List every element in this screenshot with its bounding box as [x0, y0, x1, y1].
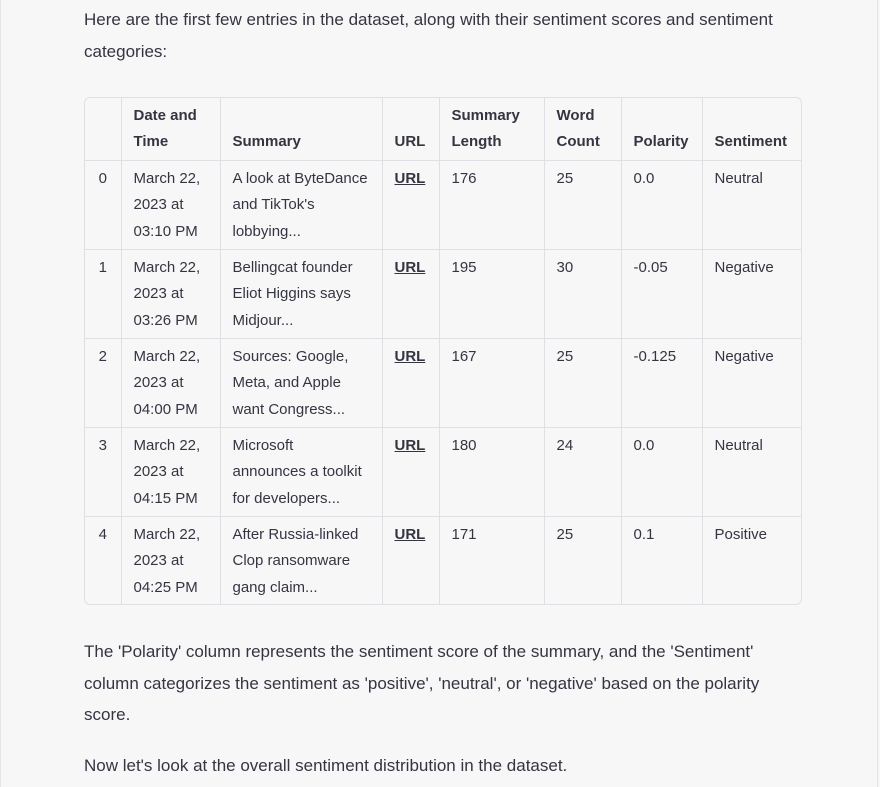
row-index: 0 [85, 160, 121, 249]
row-sentiment: Neutral [702, 160, 802, 249]
row-word-count: 25 [544, 516, 621, 605]
row-datetime: March 22, 2023 at 04:15 PM [121, 427, 220, 516]
row-polarity: -0.125 [621, 338, 702, 427]
row-index: 4 [85, 516, 121, 605]
row-sentiment: Neutral [702, 427, 802, 516]
row-polarity: 0.0 [621, 160, 702, 249]
row-index: 1 [85, 249, 121, 338]
row-url-cell [382, 249, 439, 338]
row-url-link[interactable]: URL [394, 169, 426, 187]
row-datetime: March 22, 2023 at 04:25 PM [121, 516, 220, 605]
row-index: 3 [85, 427, 121, 516]
row-word-count: 25 [544, 338, 621, 427]
header-summary: Summary [220, 98, 382, 160]
row-summary-length: 195 [439, 249, 544, 338]
explanation-paragraph: The 'Polarity' column represents the sentiment score of the summary, and the 'Sentiment' column categorizes the sentiment as 'positive', 'neutral', or 'negative' based on the polarity score. [84, 642, 760, 724]
header-index [85, 98, 121, 160]
row-index: 2 [85, 338, 121, 427]
row-url-link[interactable]: URL [394, 525, 426, 543]
row-url-cell [382, 427, 439, 516]
row-summary-length: 180 [439, 427, 544, 516]
row-summary: Bellingcat founder Eliot Higgins says Midjour... [220, 249, 382, 338]
row-url-link[interactable]: URL [394, 347, 426, 365]
table-row [85, 160, 802, 249]
row-summary-length: 167 [439, 338, 544, 427]
row-url-link[interactable]: URL [394, 258, 426, 276]
row-polarity: 0.0 [621, 427, 702, 516]
header-word-count: Word Count [544, 98, 621, 160]
row-polarity: -0.05 [621, 249, 702, 338]
row-sentiment: Negative [702, 338, 802, 427]
row-url-link[interactable]: URL [394, 436, 426, 454]
row-summary-length: 171 [439, 516, 544, 605]
row-word-count: 30 [544, 249, 621, 338]
data-table-container [84, 97, 802, 605]
row-summary: Microsoft announces a toolkit for developers... [220, 427, 382, 516]
row-summary: Sources: Google, Meta, and Apple want Congress... [220, 338, 382, 427]
row-word-count: 25 [544, 160, 621, 249]
row-polarity: 0.1 [621, 516, 702, 605]
row-summary: After Russia-linked Clop ransomware gang claim... [220, 516, 382, 605]
row-word-count: 24 [544, 427, 621, 516]
table-header-row [85, 98, 802, 160]
row-datetime: March 22, 2023 at 04:00 PM [121, 338, 220, 427]
header-polarity: Polarity [621, 98, 702, 160]
intro-paragraph: Here are the first few entries in the dataset, along with their sentiment scores and sentiment categories: [84, 10, 773, 61]
header-date-time: Date and Time [121, 98, 220, 160]
next-step-paragraph: Now let's look at the overall sentiment distribution in the dataset. [84, 756, 568, 775]
row-summary: A look at ByteDance and TikTok's lobbying... [220, 160, 382, 249]
row-url-cell [382, 160, 439, 249]
row-sentiment: Negative [702, 249, 802, 338]
table-row [85, 427, 802, 516]
row-url-cell [382, 516, 439, 605]
table-row [85, 249, 802, 338]
row-datetime: March 22, 2023 at 03:26 PM [121, 249, 220, 338]
row-sentiment: Positive [714, 525, 768, 543]
sentiment-table [85, 98, 802, 605]
header-summary-length: Summary Length [439, 98, 544, 160]
table-row [85, 338, 802, 427]
header-url: URL [382, 98, 439, 160]
header-sentiment: Sentiment [702, 98, 802, 160]
table-row [85, 516, 802, 605]
row-datetime: March 22, 2023 at 03:10 PM [121, 160, 220, 249]
row-summary-length: 176 [439, 160, 544, 249]
row-url-cell [382, 338, 439, 427]
